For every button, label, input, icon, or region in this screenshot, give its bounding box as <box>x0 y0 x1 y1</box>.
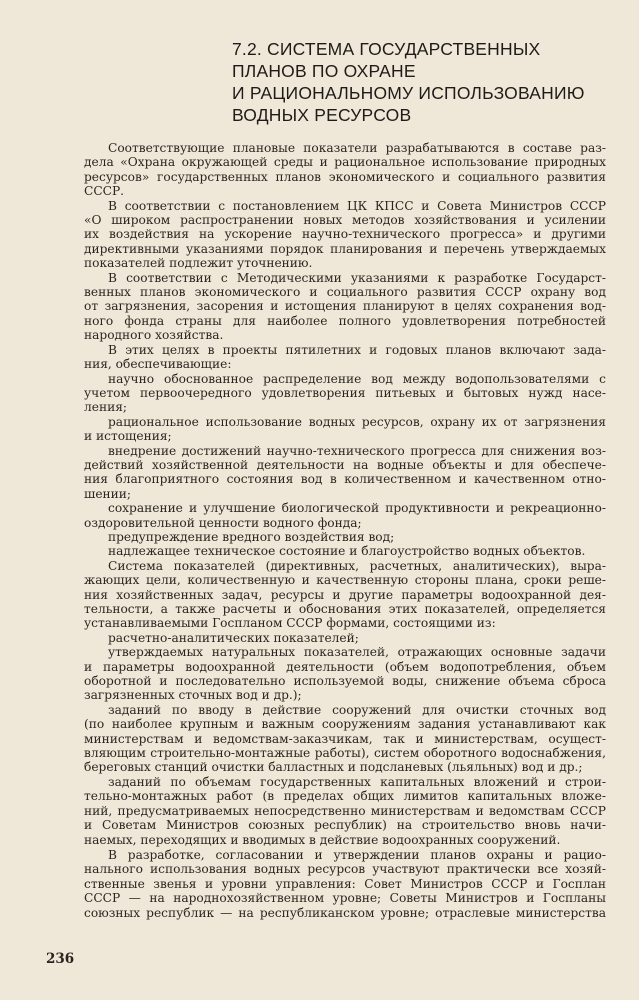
text-line: ресурсов» государственных планов экономического и социального развития <box>84 169 606 184</box>
heading-line: ПЛАНОВ ПО ОХРАНЕ <box>232 61 416 81</box>
text-line: показателей подлежит уточнению. <box>84 256 313 271</box>
text-line: министерствам и ведомствам-заказчикам, так и министерствам, осущест- <box>84 731 606 746</box>
text-line: В этих целях в проекты пятилетних и годовых планов включают зада- <box>108 342 606 357</box>
text-line: Соответствующие плановые показатели разрабатываются в составе раз- <box>108 141 606 155</box>
text-line: расчетно-аналитических показателей; <box>108 630 359 645</box>
text-line: загрязненных сточных вод и др.); <box>84 688 302 703</box>
text-line: В соответствии с постановлением ЦК КПСС и Совета Министров СССР <box>108 198 606 213</box>
text-line: директивными указаниями порядок планирования и перечень утверждаемых <box>84 241 606 256</box>
body-text <box>84 141 606 920</box>
text-line: ния благоприятного состояния вод в количественном и качественном отно- <box>84 472 606 487</box>
text-line: союзных республик — на республиканском уровне; отраслевые министерства <box>84 905 606 920</box>
text-line: рациональное использование водных ресурсов, охрану их от загрязнения <box>108 414 606 429</box>
text-line: ного фонда страны для наиболее полного удовлетворения потребностей <box>84 313 606 328</box>
heading-line: 7.2. СИСТЕМА ГОСУДАРСТВЕННЫХ <box>232 39 541 59</box>
text-line: береговых станций очистки балластных и подсланевых (льяльных) вод и др.; <box>84 760 583 775</box>
text-line: СССР — на народнохозяйственном уровне; Советы Министров и Госпланы <box>84 891 606 906</box>
text-line: В соответствии с Методическими указаниями к разработке Государст- <box>108 270 606 285</box>
text-line: учетом первоочередного удовлетворения питьевых и бытовых нужд насе- <box>84 385 606 400</box>
page-number: 236 <box>46 951 75 967</box>
text-line: сохранение и улучшение биологической продуктивности и рекреационно- <box>108 501 606 516</box>
text-line: наемых, переходящих и вводимых в действие водоохранных сооружений. <box>84 832 561 847</box>
text-line: жающих цели, количественную и качественную стороны плана, сроки реше- <box>84 573 606 588</box>
text-line: вляющим строительно-монтажные работы), систем оборотного водоснабжения, <box>84 746 606 761</box>
text-line: действий хозяйственной деятельности на водные объекты и для обеспече- <box>84 457 606 472</box>
text-line: тельности, а также расчеты и обоснования этих показателей, определяется <box>84 602 606 616</box>
text-line: (по наиболее крупным и важным сооружениям задания устанавливают как <box>84 717 606 732</box>
text-line: «О широком распространении новых методов хозяйствования и усилении <box>84 213 606 228</box>
text-line: ственные звенья и уровни управления: Совет Министров СССР и Госплан <box>84 876 606 891</box>
text-line: ления; <box>84 400 127 415</box>
text-line: дела «Охрана окружающей среды и рациональное использование природных <box>84 155 606 170</box>
text-line: и Советам Министров союзных республик) на строительство вновь начи- <box>84 818 606 833</box>
text-line: оборотной и последовательно используемой воды, снижение объема сброса <box>84 674 606 689</box>
text-line: надлежащее техническое состояние и благоустройство водных объектов. <box>108 544 586 559</box>
text-line: ний, предусматриваемых непосредственно министерствам и ведомствам СССР <box>84 803 606 818</box>
text-line: предупреждение вредного воздействия вод; <box>108 529 395 544</box>
text-line: шении; <box>84 486 132 501</box>
text-line: заданий по объемам государственных капитальных вложений и строи- <box>108 774 606 789</box>
text-line: утверждаемых натуральных показателей, отражающих основные задачи <box>108 645 606 660</box>
heading-line: ВОДНЫХ РЕСУРСОВ <box>232 105 412 125</box>
text-line: ния, обеспечивающие: <box>84 357 232 372</box>
text-line: внедрение достижений научно-технического прогресса для снижения воз- <box>108 443 606 458</box>
text-line: от загрязнения, засорения и истощения планируют в целях сохранения вод- <box>84 299 606 314</box>
section-heading <box>232 38 612 126</box>
text-line: венных планов экономического и социального развития СССР охрану вод <box>84 285 606 300</box>
text-line: ния хозяйственных задач, ресурсы и другие параметры водоохранной дея- <box>84 587 606 602</box>
text-line: научно обоснованное распределение вод между водопользователями с <box>108 371 606 386</box>
text-line: оздоровительной ценности водного фонда; <box>84 515 362 530</box>
text-line: тельно-монтажных работ (в пределах общих лимитов капитальных вложе- <box>84 789 606 804</box>
text-line: Система показателей (директивных, расчетных, аналитических), выра- <box>108 558 606 573</box>
text-line: заданий по вводу в действие сооружений для очистки сточных вод <box>108 702 606 717</box>
text-line: устанавливаемыми Госпланом СССР формами, состоящими из: <box>84 616 496 631</box>
text-line: и истощения; <box>84 429 172 444</box>
text-line: их воздействия на ускорение научно-технического прогресса» и другими <box>84 227 606 242</box>
text-line: В разработке, согласовании и утверждении планов охраны и рацио- <box>108 847 606 862</box>
text-line: и параметры водоохранной деятельности (объем водопотребления, объем <box>84 659 606 674</box>
text-line: нального использования водных ресурсов участвуют практически все хозяй- <box>84 862 606 877</box>
text-line: народного хозяйства. <box>84 328 224 343</box>
heading-line: И РАЦИОНАЛЬНОМУ ИСПОЛЬЗОВАНИЮ <box>232 83 585 103</box>
text-line: СССР. <box>84 184 125 199</box>
